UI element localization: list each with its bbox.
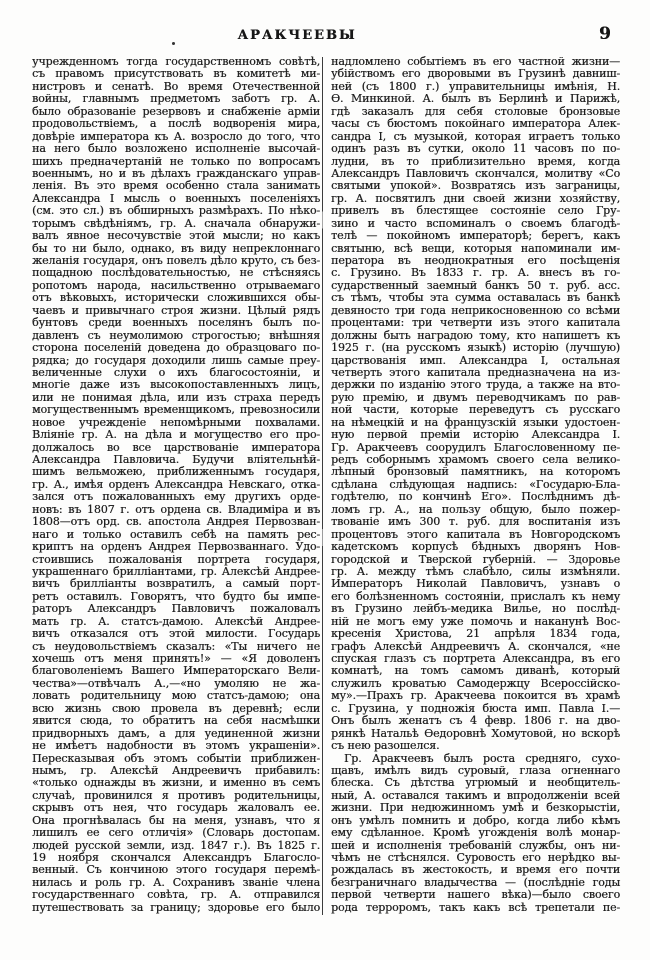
text-line: пощадною послѣдовательностью, не стѣсняясь (32, 266, 320, 280)
text-line: украшеннаго брилліантами, гр. Алексѣй Андрее- (32, 564, 320, 578)
text-line: сдѣлана слѣдующая надпись: «Государю-Бла- (331, 477, 620, 491)
text-line: съ тѣмъ, чтобы эта сумма оставалась въ банкѣ (331, 291, 620, 305)
text-line: шихъ предначертаній не только по вопросамъ (32, 154, 320, 168)
text-line: криптъ на орденъ Андрея Первозваннаго. Удо- (32, 540, 320, 554)
text-line: вичъ брилліанты возвратилъ, а самый порт- (32, 577, 320, 591)
text-line: убійствомъ его дворовыми въ Грузинѣ давниш- (331, 67, 620, 81)
text-line: ній не могъ ему уже помочь и наканунѣ Вос- (331, 614, 620, 628)
text-line: рядка; до государя доходили лишь самые преу- (32, 353, 320, 367)
text-line: жизни. При недюжинномъ умѣ и безкорыстіи, (331, 801, 620, 815)
text-line: ретъ оставилъ. Говорятъ, что будто бы импе- (32, 589, 320, 603)
text-line: комнатѣ, на томъ самомъ диванѣ, который (331, 664, 620, 678)
text-line: Она прогнѣвалась бы на меня, узнавъ, что я (32, 813, 320, 827)
text-line: вичъ отказался отъ этой милости. Государь (32, 627, 320, 641)
text-line: телѣ — покойномъ императорѣ; берегъ, какъ (331, 229, 620, 243)
text-line: нымъ, гр. Алексѣй Андреевичъ прибавилъ: (32, 763, 320, 777)
text-line: сандра I, съ музыкой, которая играетъ только (331, 129, 620, 143)
text-line: ловать родительницу мою статсъ-дамою; она (32, 689, 320, 703)
text-line: чѣмъ не стѣснялся. Суровость его нерѣдко вы- (331, 851, 620, 864)
text-line: с. Грузино. Въ 1833 г. гр. А. внесъ въ го- (331, 266, 620, 280)
text-line: людей русской земли, изд. 1847 г.). Въ 1825 г. (32, 838, 320, 852)
text-line: спуская глазъ съ портрета Александра, въ его (331, 652, 620, 665)
text-line: учрежденномъ тогда государственномъ совѣтѣ, (32, 55, 320, 68)
text-line: твованіе имъ 300 т. руб. для воспитанія изъ (331, 515, 620, 529)
text-line: сударственный заемный банкъ 50 т. руб. асс. (331, 278, 620, 292)
text-line: ней (съ 1800 г.) управительницы имѣнія, Н. (331, 79, 620, 93)
text-line: ную первой преміи исторію Александра I. (331, 428, 620, 442)
text-line: на нѣмецкій и на французскій языки удостоен- (331, 415, 620, 429)
text-line: хочешь отъ меня принять!» — «Я доволенъ (32, 652, 320, 665)
text-line: многіе даже изъ высокопоставленныхъ лицъ, (32, 378, 320, 392)
text-line: валъ явное несочувствіе этой мысли; но какъ (32, 229, 320, 243)
text-line: процентовъ этого капитала въ Новгородскомъ (331, 527, 620, 541)
text-line: с. Грузина, у подножія бюста имп. Павла I.— (331, 701, 620, 715)
text-line: мать гр. А. статсъ-дамою. Алексѣй Андрее- (32, 614, 320, 628)
text-line: благоволеніемъ Вашего Императорскаго Вели- (32, 664, 320, 678)
text-line: святыми упокой». Возвратясь изъ заграницы, (331, 179, 620, 193)
text-line: ной части, которые переведутъ съ русскаго (331, 403, 620, 417)
text-line: нистровъ и сенатѣ. Во время Отечественной (32, 79, 320, 93)
text-line: придворныхъ дамъ, а для уединенной жизни (32, 726, 320, 740)
text-line: безграничнаго владычества — (послѣдніе годы (331, 875, 620, 889)
text-line: «только однажды въ жизни, и именно въ семъ (32, 776, 320, 790)
text-line: сторона поселеній доведена до образцоваго по- (32, 341, 320, 355)
text-line: не имѣетъ надобности въ этомъ украшеніи». (32, 739, 320, 753)
text-line: 19 ноября скончался Александръ Благосло- (32, 851, 320, 864)
text-line: лудни, въ то приблизительно время, когда (331, 154, 620, 168)
text-line: шимъ вельможею, приближеннымъ государя, (32, 465, 320, 479)
text-line: величенные слухи о ихъ благосостояніи, и (32, 365, 320, 379)
text-line: Ѳ. Минкиной. А. былъ въ Берлинѣ и Парижѣ, (331, 92, 620, 106)
text-line: случаѣ, провинился я противъ родительницы, (32, 788, 320, 802)
right-column (331, 56, 620, 914)
text-line: должны быть наградою тому, кто напишетъ къ (331, 328, 620, 342)
text-line: могущественнымъ временщикомъ, превозносили (32, 403, 320, 417)
text-line: щавъ, имѣлъ видъ суровый, глаза огненнаго (331, 763, 620, 777)
text-line: чества»—отвѣчалъ А.,—«но умоляю не жа- (32, 676, 320, 690)
text-line: желанія государя, онъ повелъ дѣло круто, съ без- (32, 254, 320, 267)
text-line: новое учрежденіе непомѣрными похвалами. (32, 415, 320, 429)
text-line: военнымъ, но и въ дѣлахъ гражданскаго управ- (32, 166, 320, 180)
text-line: Императоръ Николай Павловичъ, узнавъ о (331, 577, 620, 591)
text-line: Онъ былъ женатъ съ 4 февр. 1806 г. на дво- (331, 714, 620, 728)
text-line: одинъ разъ въ сутки, около 11 часовъ по по- (331, 142, 620, 156)
text-line: гдѣ заказалъ для себя столовые бронзовые (331, 104, 620, 118)
text-line: венный. Съ кончиною этого государя перемѣ- (32, 863, 320, 877)
text-line: ломъ гр. А., на пользу общую, было пожер- (331, 502, 620, 516)
text-line: должалось во все царствованіе императора (32, 440, 320, 454)
text-line: рождалась въ жестокость, и время его почти (331, 863, 620, 877)
text-line: съ неудовольствіемъ сказалъ: «Ты ничего не (32, 639, 320, 653)
text-line: царствованія имп. Александра I, остальная (331, 353, 620, 367)
text-line: Вліяніе гр. А. на дѣла и могущество его про- (32, 428, 320, 442)
text-line: Александра I мысль о военныхъ поселеніяхъ (32, 191, 320, 205)
text-line: рода терроромъ, такъ какъ всѣ трепетали пе- (331, 900, 620, 914)
text-line: ленія. Въ это время особенно стала занимать (32, 179, 320, 193)
text-line: путешествовать за границу; здоровье его было (32, 900, 320, 914)
text-line: рую премію, и двумъ переводчикамъ по рав- (331, 390, 620, 404)
text-line: гр. А. посвятилъ дни своей жизни хозяйству, (331, 191, 620, 205)
text-line: зался отъ пожалованныхъ ему другихъ орде- (32, 490, 320, 504)
text-line: съ нею разошелся. (331, 739, 440, 753)
text-line: кресенія Христова, 21 апрѣля 1834 года, (331, 627, 620, 641)
text-line: привелъ въ блестящее состояніе село Гру- (331, 204, 620, 218)
column-divider (322, 57, 323, 915)
text-line: Александръ Павловичъ скончался, молитву «Со (331, 166, 620, 180)
left-column (32, 56, 320, 914)
text-line: нилась и роль гр. А. Сохранивъ званіе члена (32, 875, 320, 889)
text-line: Пересказывая объ этомъ событіи приближен- (32, 751, 320, 765)
text-line: городской и Тверской губерній. — Здоровье (331, 552, 620, 566)
text-line: Александра Павловича. Будучи вліятельнѣй- (32, 453, 320, 466)
text-line: девяносто три года неприкосновенною со всѣми (331, 303, 620, 317)
text-line: давленъ съ неумолимою строгостью; внѣшняя (32, 328, 320, 342)
text-line: держки по изданію этого труда, а также на вто- (331, 378, 620, 392)
text-line: рянкѣ Натальѣ Ѳедоровнѣ Хомутовой, но вскорѣ (331, 726, 620, 740)
running-head: АРАКЧЕЕВЫ (237, 28, 357, 43)
text-line: онъ умѣлъ помнить и добро, когда либо кѣмъ (331, 813, 620, 827)
text-line: бунтовъ среди военныхъ поселянъ былъ по- (32, 316, 320, 330)
text-line: гр. А. между тѣмъ слабѣло, силы измѣняли. (331, 564, 620, 578)
text-line: чаевъ и привычнаго строя жизни. Цѣлый рядъ (32, 303, 320, 317)
text-line: скрывъ отъ нея, что государь жаловалъ ее. (32, 801, 320, 815)
text-line: лишилъ ее сего отличія» (Словарь достопам. (32, 826, 320, 840)
text-line: съ правомъ присутствовать въ комитетѣ ми- (32, 67, 320, 81)
text-line: (см. это сл.) въ обширныхъ размѣрахъ. По нѣко- (32, 204, 320, 218)
text-line: бы то ни было, однако, въ виду непреклоннаго (32, 241, 320, 255)
text-line: его болѣзненномъ состояніи, прислалъ къ нему (331, 589, 620, 603)
text-line: новъ: въ 1807 г. отъ ордена св. Владиміра и въ (32, 502, 320, 516)
ink-speck (172, 42, 175, 45)
text-line: редъ соборнымъ храмомъ своего села велико- (331, 453, 620, 466)
text-line: Гр. Аракчеевъ былъ роста средняго, сухо- (344, 751, 620, 765)
text-line: ный, А. оставался такимъ и впродолженіи всей (331, 788, 620, 802)
text-line: кадетскомъ корпусѣ бѣдныхъ дворянъ Нов- (331, 540, 620, 554)
text-line: торымъ свѣдѣніямъ, гр. А. сначала обнаружи- (32, 216, 320, 230)
text-line: государственнаго совѣта, гр. А. отправился (32, 888, 320, 902)
text-line: ропотомъ народа, насильственно отрываемаго (32, 278, 320, 292)
text-line: надломлено событіемъ въ его частной жизни— (331, 55, 620, 68)
text-line: годѣтелю, по кончинѣ Его». Послѣднимъ дѣ- (331, 490, 620, 504)
text-line: отъ вѣковыхъ, исторически сложившихся обы- (32, 291, 320, 305)
text-line: Гр. Аракчеевъ соорудилъ Благословенному пе- (331, 440, 620, 454)
text-line: гр. А., имѣя орденъ Александра Невскаго, отка- (32, 477, 320, 491)
text-line: раторъ Александръ Павловичъ пожаловалъ (32, 602, 320, 616)
text-line: 1925 г. (на русскомъ языкѣ) исторію (лучшую) (331, 341, 620, 355)
text-line: блеска. Съ дѣтства угрюмый и необщитель- (331, 776, 620, 790)
text-line: продовольствіемъ, а послѣ водворенія мира, (32, 117, 320, 131)
text-line: служилъ кроватью Самодержцу Всероссійско- (331, 676, 620, 690)
text-line: четверть этого капитала предназначена на из- (331, 365, 620, 379)
text-line: му».—Прахъ гр. Аракчеева покоится въ храмѣ (331, 689, 620, 703)
text-line: лѣпный бронзовый памятникъ, на которомъ (331, 465, 620, 479)
text-line: войны, главнымъ предметомъ заботъ гр. А. (32, 92, 320, 106)
text-line: или не понимая дѣла, или изъ страха передъ (32, 390, 320, 404)
text-line: въ Грузино лейбъ-медика Вилье, но послѣд- (331, 602, 620, 616)
text-line: наго и только оставилъ себѣ на память рес- (32, 527, 320, 541)
text-line: стоившись пожалованія портрета государя, (32, 552, 320, 566)
text-line: часы съ бюстомъ покойнаго императора Алек- (331, 117, 620, 131)
text-line: на него было возложено исполненіе высочай- (32, 142, 320, 156)
text-line: явится сюда, то обратитъ на себя насмѣшки (32, 714, 320, 728)
text-line: ператора въ неоднократныя его посѣщенія (331, 254, 620, 267)
text-line: графъ Алексѣй Андреевичъ А. скончался, «не (331, 639, 620, 653)
text-line: зино и часто вспоминалъ о своемъ благодѣ- (331, 216, 620, 230)
text-line: шей и исполненія требованій службы, онъ ни- (331, 838, 620, 852)
page-number: 9 (599, 24, 611, 44)
text-line: первой четверти нашего вѣка)—было своего (331, 888, 620, 902)
text-line: святыню, всѣ вещи, которыя напоминали им- (331, 241, 620, 255)
text-line: довѣріе императора къ А. возросло до того, что (32, 129, 320, 143)
text-line: ему сдѣланное. Кромѣ угожденія волѣ монар- (331, 826, 620, 840)
text-line: всю жизнь свою провела въ деревнѣ; если (32, 701, 320, 715)
text-line: процентами: три четверти изъ этого капитала (331, 316, 620, 330)
text-line: 1808—отъ орд. св. апостола Андрея Первозван- (32, 515, 320, 529)
text-line: было образованіе резервовъ и снабженіе арміи (32, 104, 320, 118)
